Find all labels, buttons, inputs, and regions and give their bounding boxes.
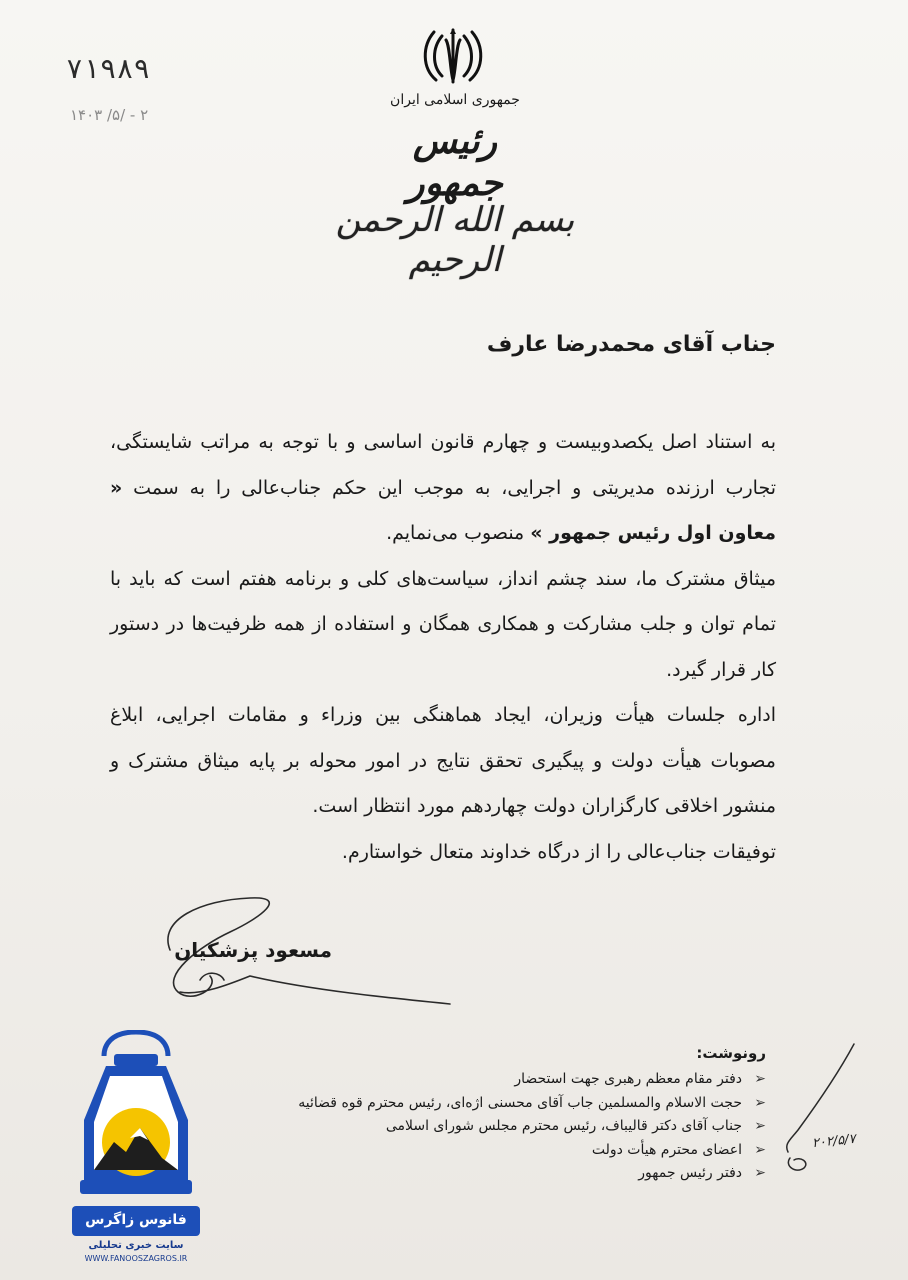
arrow-bullet-icon: ➢	[754, 1165, 766, 1181]
appointment-end: منصوب می‌نمایم.	[386, 522, 525, 544]
paraph-signature	[770, 1040, 880, 1190]
appointment-intro: به استناد اصل یکصدوبیست و چهارم قانون اساسی و با توجه به مراتب شایستگی، تجارب ارزنده مدیریتی و اجرایی، به موجب این حکم جناب‌عالی را به سمت	[110, 431, 776, 499]
paragraph-appointment	[110, 420, 776, 557]
copies-list	[260, 1068, 766, 1186]
watermark-tagline: سایت خبری تحلیلی	[88, 1240, 184, 1251]
paragraph-duties: اداره جلسات هیأت وزیران، ایجاد هماهنگی بین وزراء و مقامات اجرایی، ابلاغ مصوبات هیأت دولت و پیگیری تحقق نتایج در امور محوله بر پایه میثاق مشترک و منشور اخلاقی کارگزاران دولت چهاردهم مورد انتظار است.	[110, 704, 776, 817]
emblem-icon	[420, 26, 486, 88]
fanooszagros-watermark	[70, 1030, 202, 1270]
invocation: بسم الله الرحمن الرحیم	[335, 200, 575, 280]
list-item: ➢دفتر رئیس جمهور	[260, 1162, 766, 1186]
signer-name: مسعود پزشکیان	[174, 938, 332, 962]
letter-number: ۷۱۹۸۹	[66, 52, 151, 85]
office-title: رئیس جمهور	[407, 120, 503, 204]
watermark-url: WWW.FANOOSZAGROS.IR	[84, 1254, 188, 1263]
addressee: جناب آقای محمدرضا عارف	[486, 332, 776, 357]
letter-body	[110, 420, 776, 875]
arrow-bullet-icon: ➢	[754, 1141, 766, 1158]
list-item: ➢اعضای محترم هیأت دولت	[260, 1139, 766, 1163]
arrow-bullet-icon: ➢	[754, 1094, 766, 1111]
appointed-position: « معاون اول رئیس جمهور »	[110, 476, 776, 544]
paragraph-closing: توفیقات جناب‌عالی را از درگاه خداوند متعال خواستارم.	[341, 840, 776, 863]
copies-heading: رونوشت:	[696, 1044, 766, 1062]
watermark-brand: فانوس زاگرس	[85, 1212, 187, 1228]
list-item: ➢جناب آقای دکتر قالیباف، رئیس محترم مجلس شورای اسلامی	[260, 1115, 766, 1139]
arrow-bullet-icon: ➢	[754, 1071, 766, 1087]
paragraph-charter: میثاق مشترک ما، سند چشم انداز، سیاست‌های کلی و برنامه هفتم است که باید با تمام توان و جلب مشارکت و همکاری همگان و استفاده از همه ظرفیت‌ها در دستور کار قرار گیرد.	[110, 567, 776, 681]
paraph-date: ۲۰۲/۵/۷	[811, 1131, 857, 1152]
arrow-bullet-icon: ➢	[754, 1118, 766, 1134]
list-item: ➢حجت الاسلام والمسلمین جاب آقای محسنی اژه‌ای، رئیس محترم قوه قضائیه	[260, 1092, 766, 1116]
state-name: جمهوری اسلامی ایران	[390, 92, 520, 108]
lantern-logo-icon	[70, 1030, 202, 1270]
letter-date: ۱۴۰۳ /۵/ - ۲	[70, 106, 149, 124]
list-item: ➢دفتر مقام معظم رهبری جهت استحضار	[260, 1068, 766, 1092]
